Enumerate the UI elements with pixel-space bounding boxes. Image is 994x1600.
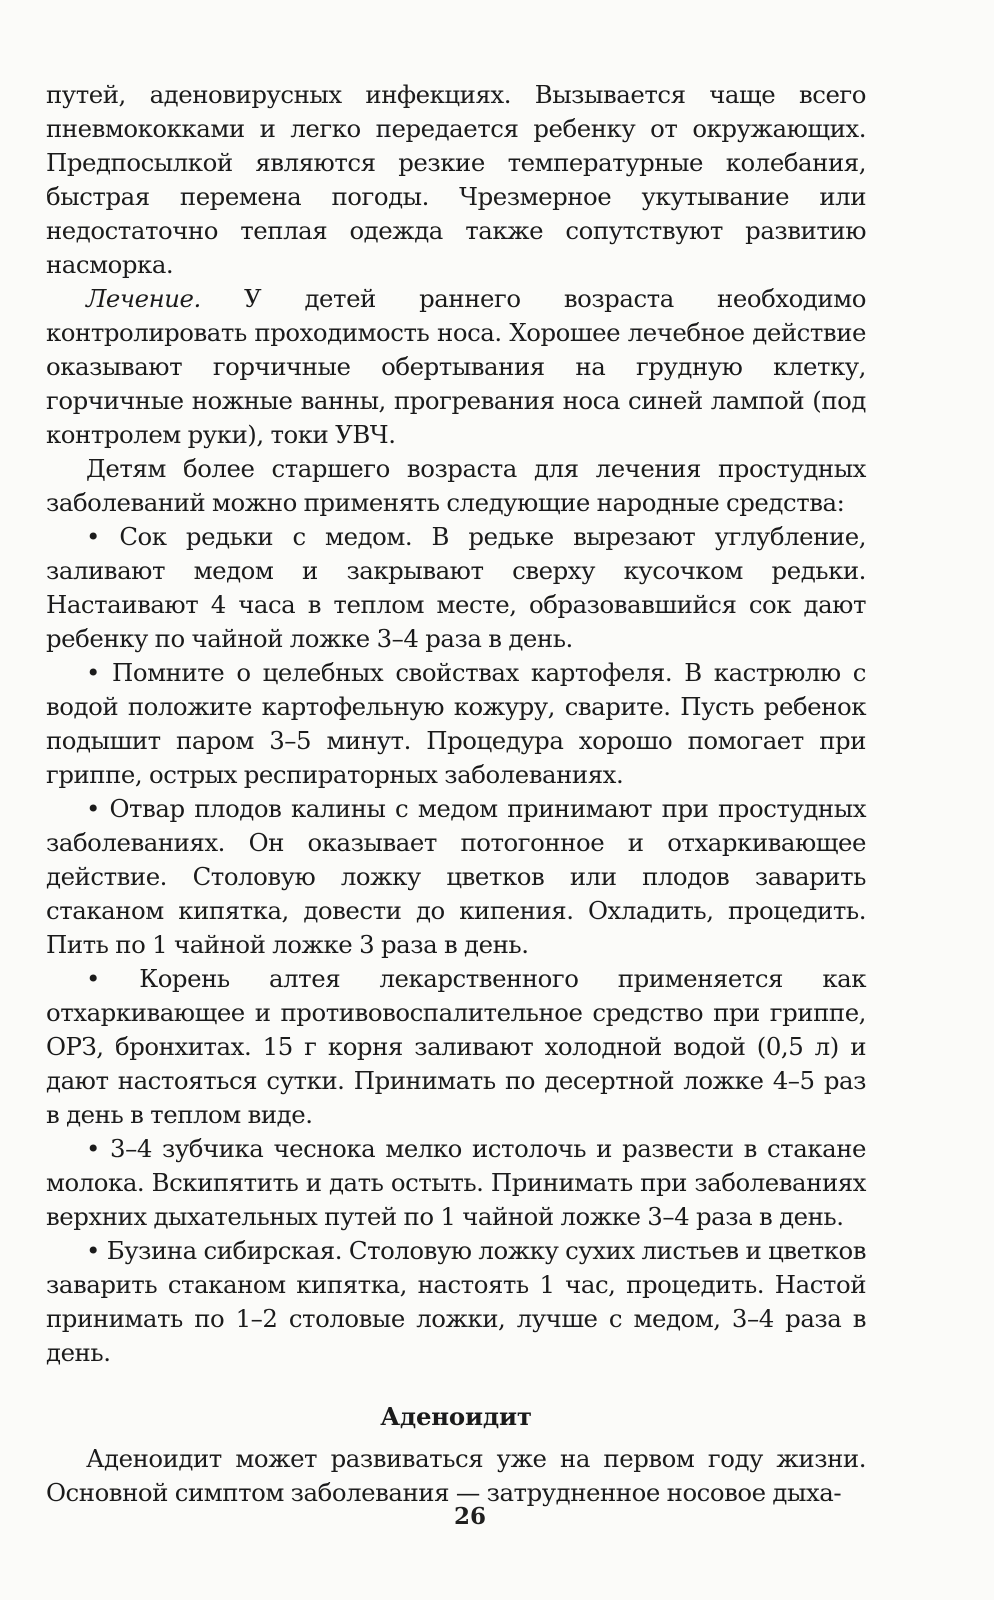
section-heading-adenoiditis: Аденоидит <box>380 1402 532 1431</box>
page-body-text <box>46 78 866 1510</box>
remedy-potato-steam: • Помните о целебных свойствах картофеля. В кастрюлю с водой положите картофельную кожуру, сварите. Пусть ребенок подышит паром 3–5 минут. Процедура хорошо помогает при гриппе, острых респираторных заболеваниях. <box>46 658 866 789</box>
remedy-garlic-milk: • 3–4 зубчика чеснока мелко истолочь и развести в стакане молока. Вскипятить и дать остыть. Принимать при заболеваниях верхних дыхательных путей по 1 чайной ложке 3–4 раза в день. <box>46 1134 866 1231</box>
page-number: 26 <box>453 1503 486 1530</box>
paragraph-folk-remedies-intro: Детям более старшего возраста для лечения простудных заболеваний можно применять следующие народные средства: <box>46 454 866 517</box>
remedy-radish-honey: • Сок редьки с медом. В редьке вырезают углубление, заливают медом и закрывают сверху кусочком редьки. Настаивают 4 часа в теплом месте, образовавшийся сок дают ребенку по чайной ложке 3–4 раза в день. <box>46 522 866 653</box>
paragraph-rhinitis-causes: путей, аденовирусных инфекциях. Вызывается чаще всего пневмококками и легко передается ребенку от окружающих. Предпосылкой являются резкие температурные колебания, быстрая перемена погоды. Чрезмерное укутывание или недостаточно теплая одежда также сопутствуют развитию насморка. <box>46 80 866 279</box>
treatment-text: У детей раннего возраста необходимо контролировать проходимость носа. Хорошее лечебное действие оказывают горчичные обертывания на грудную клетку, горчичные ножные ванны, прогревания носа синей лампой (под контролем руки), токи УВЧ. <box>46 284 866 449</box>
remedy-siberian-elder: • Бузина сибирская. Столовую ложку сухих листьев и цветков заварить стаканом кипятка, настоять 1 час, процедить. Настой принимать по 1–2 столовые ложки, лучше с медом, 3–4 раза в день. <box>46 1236 866 1367</box>
paragraph-treatment <box>46 282 866 452</box>
remedy-viburnum-decoction: • Отвар плодов калины с медом принимают при простудных заболеваниях. Он оказывает потогонное и отхаркивающее действие. Столовую ложку цветков или плодов заварить стаканом кипятка, довести до кипения. Охладить, процедить. Пить по 1 чайной ложке 3 раза в день. <box>46 794 866 959</box>
remedy-althaea-root: • Корень алтея лекарственного применяется как отхаркивающее и противовоспалительное средство при гриппе, ОРЗ, бронхитах. 15 г корня заливают холодной водой (0,5 л) и дают настояться сутки. Принимать по десертной ложке 4–5 раз в день в теплом виде. <box>46 964 866 1129</box>
treatment-lead-word: Лечение. <box>86 284 201 313</box>
paragraph-adenoiditis: Аденоидит может развиваться уже на первом году жизни. Основной симптом заболевания — затрудненное носовое дыха- <box>46 1444 866 1507</box>
